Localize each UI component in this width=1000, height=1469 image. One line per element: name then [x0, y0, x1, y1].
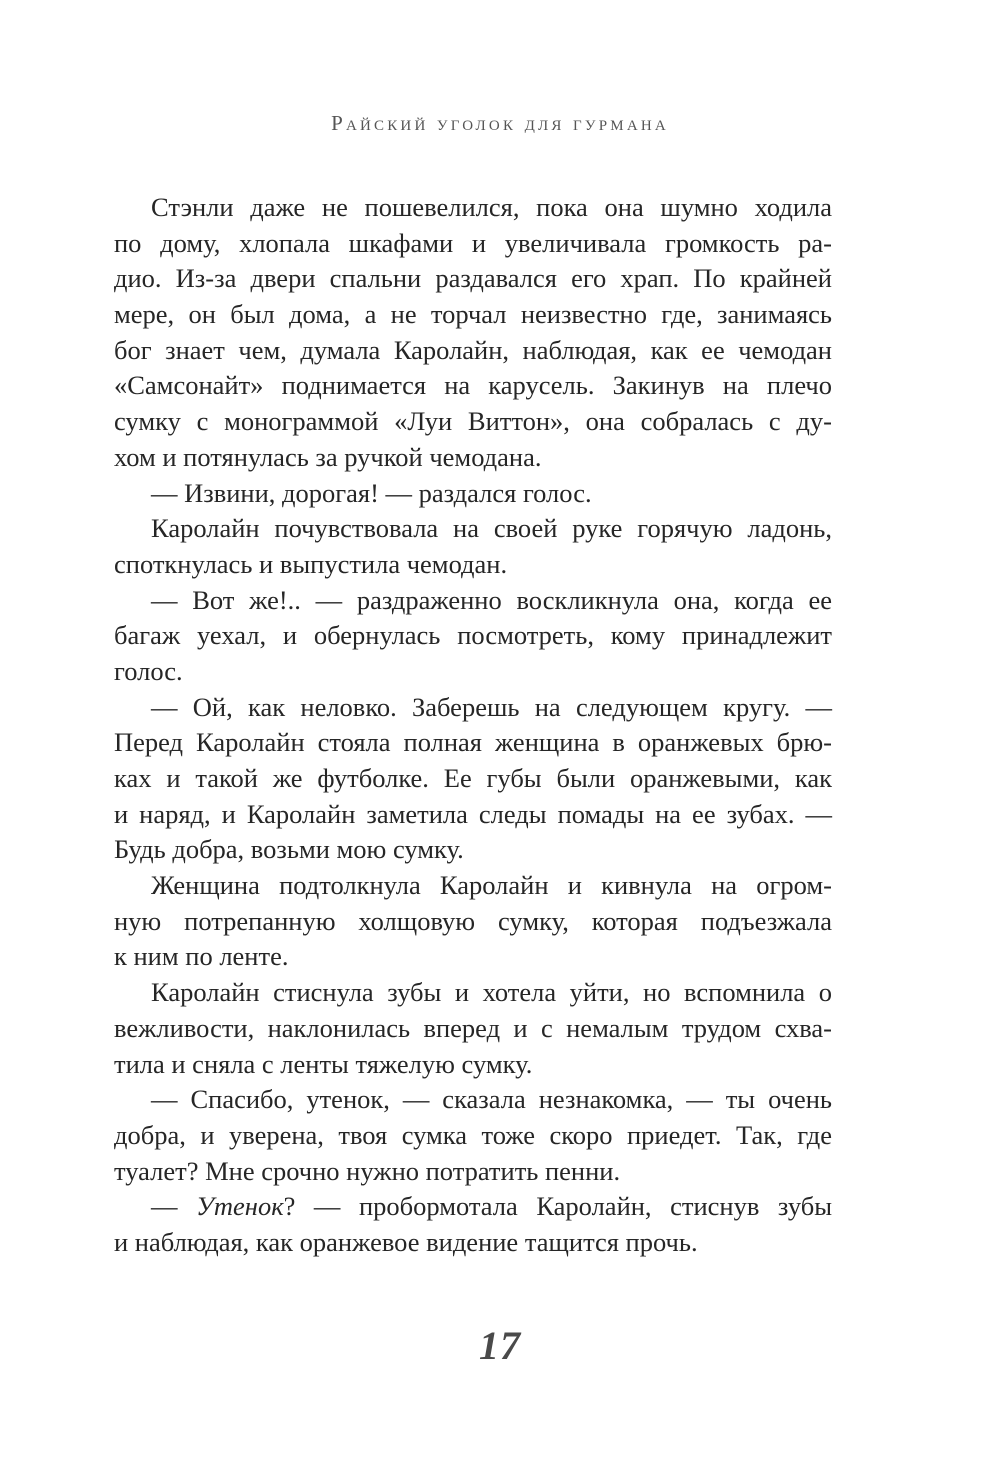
text-line: тила и сняла с ленты тяжелую сумку. — [114, 1048, 533, 1079]
text-line: Каролайн почувствовала на своей руке горячую ладонь, — [151, 513, 832, 544]
text-line: — Спасибо, утенок, — сказала незнакомка, — ты очень — [151, 1084, 832, 1115]
text-line: хом и потянулась за ручкой чемодана. — [114, 441, 542, 472]
text-line: багаж уехал, и обернулась посмотреть, кому принадлежит — [114, 620, 832, 651]
text-line: бог знает чем, думала Каролайн, наблюдая, как ее чемодан — [114, 334, 832, 365]
text-line: — Извини, дорогая! — раздался голос. — [151, 477, 592, 508]
italic-word: Утенок — [196, 1191, 284, 1222]
text-line: Каролайн стиснула зубы и хотела уйти, но вспомнила о — [151, 977, 832, 1008]
text-line: к ним по ленте. — [114, 941, 289, 972]
running-head: Райский уголок для гурмана — [331, 111, 669, 135]
text-line: — Ой, как неловко. Заберешь на следующем кругу. — — [151, 691, 832, 722]
text-line: по дому, хлопала шкафами и увеличивала громкость ра- — [114, 227, 832, 258]
text-line: — Вот же!.. — раздраженно воскликнула она, когда ее — [151, 584, 832, 615]
text-line: добра, и уверена, твоя сумка тоже скоро приедет. Так, где — [114, 1119, 832, 1150]
text-line: ную потрепанную холщовую сумку, которая подъезжала — [114, 905, 832, 936]
text-line: Будь добра, возьми мою сумку. — [114, 834, 464, 865]
text-line: «Самсонайт» поднимается на карусель. Закинув на плечо — [114, 370, 832, 401]
text-line: сумку с монограммой «Луи Виттон», она собралась с ду- — [114, 406, 832, 437]
text-line: Женщина подтолкнула Каролайн и кивнула на огром- — [151, 870, 832, 901]
body-text — [114, 190, 832, 1261]
page-number: 17 — [479, 1323, 521, 1368]
text-line: и наряд, и Каролайн заметила следы помады на ее зубах. — — [114, 798, 832, 829]
text-fragment: — — [151, 1191, 197, 1222]
text-line: Стэнли даже не пошевелился, пока она шумно ходила — [151, 192, 832, 222]
text-line — [114, 1189, 832, 1225]
text-line: дио. Из-за двери спальни раздавался его храп. По крайней — [114, 263, 832, 294]
text-line: туалет? Мне срочно нужно потратить пенни. — [114, 1155, 621, 1186]
text-line: и наблюдая, как оранжевое видение тащится прочь. — [114, 1226, 698, 1257]
text-line: вежливости, наклонилась вперед и с немалым трудом схва- — [114, 1012, 832, 1043]
text-fragment: ? — пробормотала Каролайн, стиснув зубы — [283, 1191, 833, 1222]
text-line: ках и такой же футболке. Ее губы были оранжевыми, как — [114, 763, 832, 793]
text-line: споткнулась и выпустила чемодан. — [114, 548, 508, 579]
text-line: Перед Каролайн стояла полная женщина в оранжевых брю- — [114, 727, 832, 758]
text-line: голос. — [114, 655, 183, 686]
text-line: мере, он был дома, а не торчал неизвестно где, занимаясь — [114, 299, 832, 330]
